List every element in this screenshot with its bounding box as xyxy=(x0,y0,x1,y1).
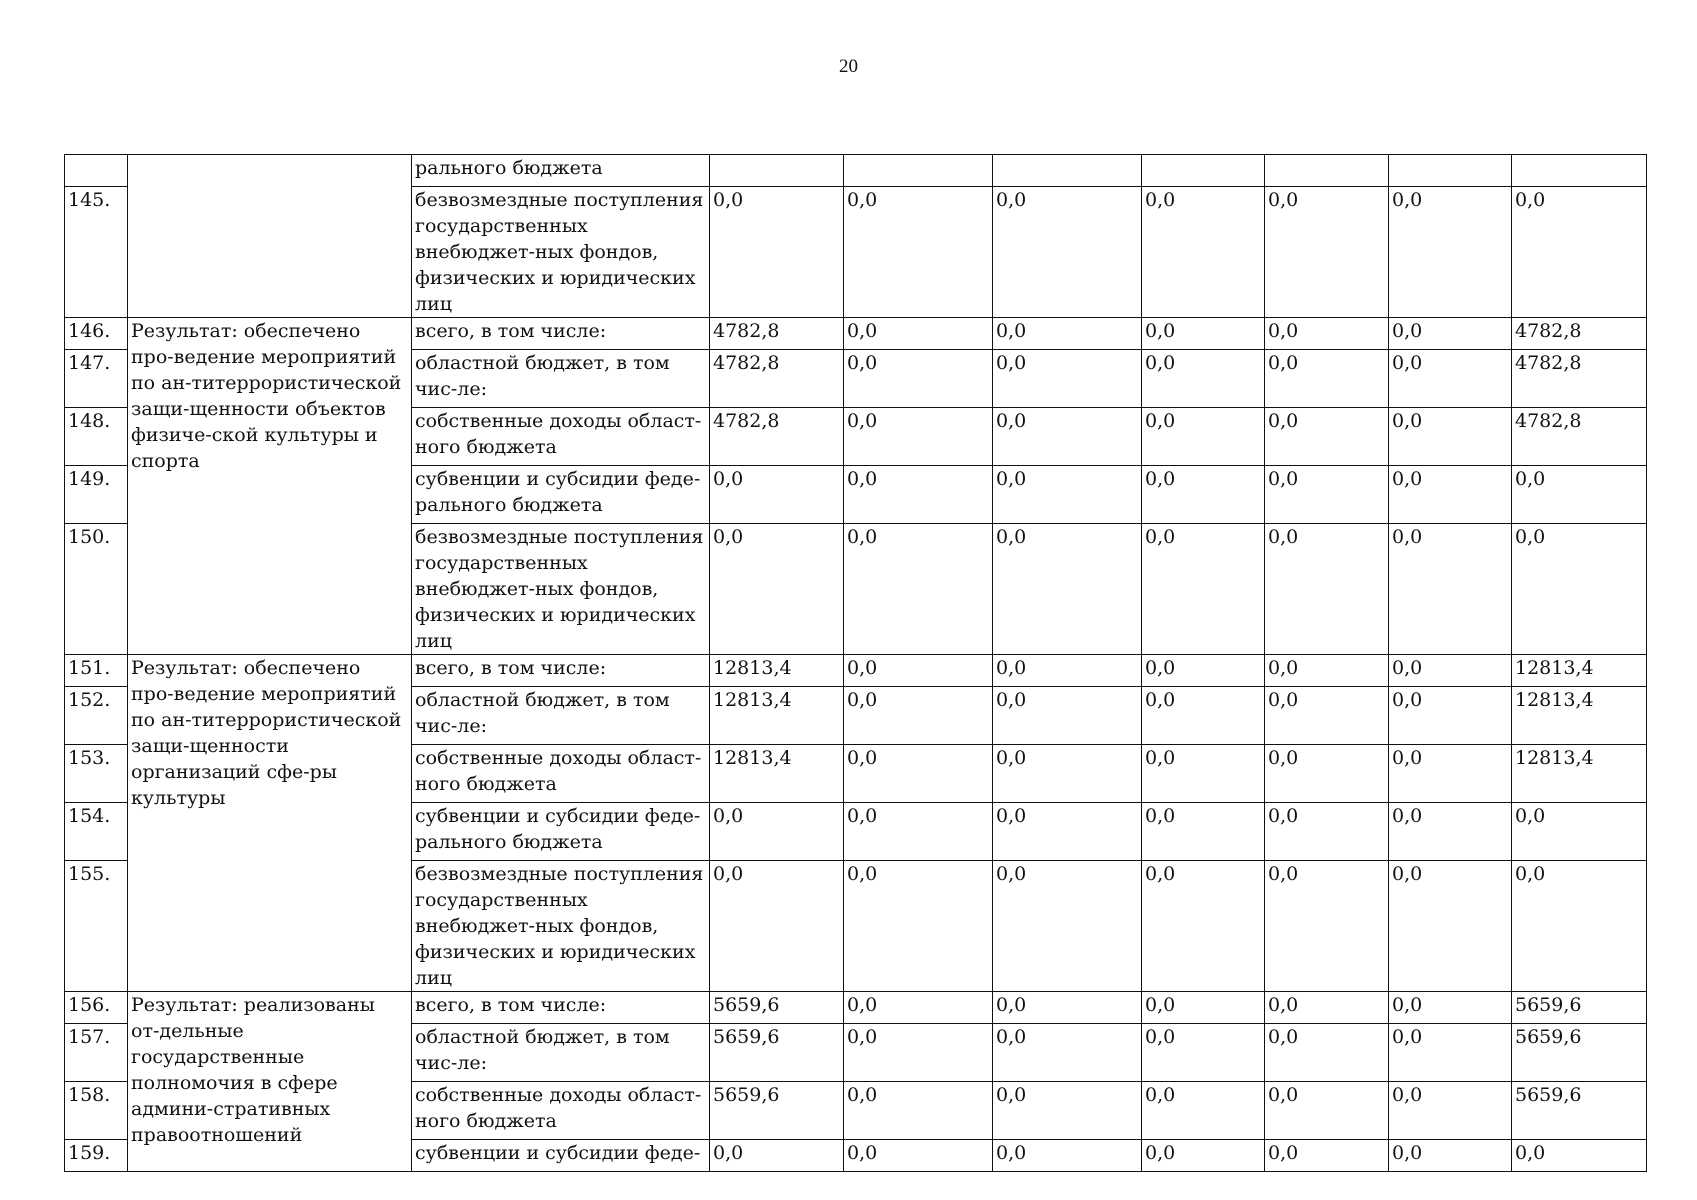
value-cell-7 xyxy=(1512,155,1647,187)
funding-source: безвозмездные поступления государственных внебюджет-ных фондов, физических и юридических лиц xyxy=(412,861,710,992)
value-cell-2: 0,0 xyxy=(844,466,993,524)
value-cell-4: 0,0 xyxy=(1142,992,1265,1024)
value-cell-5: 0,0 xyxy=(1265,187,1389,318)
result-description: Результат: обеспечено про-ведение мероприятий по ан-титеррористической защи-щенности организаций сфе-ры культуры xyxy=(128,655,412,992)
value-cell-4: 0,0 xyxy=(1142,1024,1265,1082)
value-cell-4: 0,0 xyxy=(1142,745,1265,803)
value-cell-2: 0,0 xyxy=(844,350,993,408)
value-cell-4: 0,0 xyxy=(1142,803,1265,861)
value-cell-5: 0,0 xyxy=(1265,655,1389,687)
value-cell-2: 0,0 xyxy=(844,655,993,687)
row-number: 157. xyxy=(65,1024,128,1082)
value-cell-4: 0,0 xyxy=(1142,524,1265,655)
funding-source: всего, в том числе: xyxy=(412,318,710,350)
funding-source: собственные доходы област-ного бюджета xyxy=(412,745,710,803)
value-cell-4 xyxy=(1142,155,1265,187)
row-number: 153. xyxy=(65,745,128,803)
value-cell-3: 0,0 xyxy=(993,408,1142,466)
row-number: 158. xyxy=(65,1082,128,1140)
value-cell-7: 5659,6 xyxy=(1512,1082,1647,1140)
value-cell-1: 5659,6 xyxy=(710,992,844,1024)
value-cell-2 xyxy=(844,155,993,187)
value-cell-2: 0,0 xyxy=(844,524,993,655)
value-cell-5: 0,0 xyxy=(1265,524,1389,655)
value-cell-6: 0,0 xyxy=(1389,1024,1512,1082)
value-cell-7: 0,0 xyxy=(1512,466,1647,524)
value-cell-6: 0,0 xyxy=(1389,466,1512,524)
value-cell-1: 4782,8 xyxy=(710,408,844,466)
value-cell-6 xyxy=(1389,155,1512,187)
value-cell-1: 5659,6 xyxy=(710,1082,844,1140)
value-cell-5: 0,0 xyxy=(1265,1082,1389,1140)
value-cell-3: 0,0 xyxy=(993,992,1142,1024)
value-cell-2: 0,0 xyxy=(844,861,993,992)
funding-source: безвозмездные поступления государственных внебюджет-ных фондов, физических и юридических лиц xyxy=(412,524,710,655)
value-cell-3: 0,0 xyxy=(993,318,1142,350)
value-cell-2: 0,0 xyxy=(844,408,993,466)
value-cell-3: 0,0 xyxy=(993,687,1142,745)
value-cell-2: 0,0 xyxy=(844,1082,993,1140)
value-cell-6: 0,0 xyxy=(1389,408,1512,466)
value-cell-5: 0,0 xyxy=(1265,803,1389,861)
value-cell-4: 0,0 xyxy=(1142,687,1265,745)
value-cell-5: 0,0 xyxy=(1265,1024,1389,1082)
funding-source: областной бюджет, в том чис-ле: xyxy=(412,687,710,745)
value-cell-1: 12813,4 xyxy=(710,655,844,687)
funding-source: субвенции и субсидии феде-рального бюджета xyxy=(412,803,710,861)
value-cell-6: 0,0 xyxy=(1389,1082,1512,1140)
value-cell-3: 0,0 xyxy=(993,466,1142,524)
row-number: 151. xyxy=(65,655,128,687)
value-cell-5: 0,0 xyxy=(1265,318,1389,350)
value-cell-2: 0,0 xyxy=(844,1140,993,1172)
value-cell-7: 12813,4 xyxy=(1512,655,1647,687)
value-cell-2: 0,0 xyxy=(844,187,993,318)
value-cell-1: 12813,4 xyxy=(710,687,844,745)
row-number: 147. xyxy=(65,350,128,408)
value-cell-4: 0,0 xyxy=(1142,318,1265,350)
table-row xyxy=(65,992,1647,1024)
funding-source: субвенции и субсидии феде- xyxy=(412,1140,710,1172)
value-cell-3: 0,0 xyxy=(993,1024,1142,1082)
funding-source: собственные доходы област-ного бюджета xyxy=(412,408,710,466)
value-cell-2: 0,0 xyxy=(844,803,993,861)
value-cell-6: 0,0 xyxy=(1389,745,1512,803)
value-cell-7: 0,0 xyxy=(1512,524,1647,655)
value-cell-7: 0,0 xyxy=(1512,803,1647,861)
row-number: 156. xyxy=(65,992,128,1024)
value-cell-7: 12813,4 xyxy=(1512,687,1647,745)
value-cell-2: 0,0 xyxy=(844,1024,993,1082)
value-cell-4: 0,0 xyxy=(1142,187,1265,318)
row-number: 155. xyxy=(65,861,128,992)
value-cell-4: 0,0 xyxy=(1142,466,1265,524)
funding-source: безвозмездные поступления государственных внебюджет-ных фондов, физических и юридических лиц xyxy=(412,187,710,318)
value-cell-5: 0,0 xyxy=(1265,992,1389,1024)
table-row xyxy=(65,318,1647,350)
value-cell-3: 0,0 xyxy=(993,745,1142,803)
value-cell-4: 0,0 xyxy=(1142,408,1265,466)
value-cell-1: 12813,4 xyxy=(710,745,844,803)
value-cell-4: 0,0 xyxy=(1142,655,1265,687)
value-cell-4: 0,0 xyxy=(1142,1082,1265,1140)
value-cell-5: 0,0 xyxy=(1265,466,1389,524)
value-cell-6: 0,0 xyxy=(1389,687,1512,745)
row-number: 145. xyxy=(65,187,128,318)
value-cell-7: 0,0 xyxy=(1512,187,1647,318)
value-cell-6: 0,0 xyxy=(1389,187,1512,318)
funding-source: всего, в том числе: xyxy=(412,992,710,1024)
value-cell-1: 5659,6 xyxy=(710,1024,844,1082)
funding-source: областной бюджет, в том чис-ле: xyxy=(412,350,710,408)
row-number xyxy=(65,155,128,187)
table-row xyxy=(65,155,1647,187)
value-cell-3: 0,0 xyxy=(993,1140,1142,1172)
value-cell-7: 4782,8 xyxy=(1512,350,1647,408)
value-cell-3: 0,0 xyxy=(993,524,1142,655)
value-cell-3 xyxy=(993,155,1142,187)
funding-source: субвенции и субсидии феде-рального бюджета xyxy=(412,466,710,524)
funding-source: рального бюджета xyxy=(412,155,710,187)
value-cell-7: 4782,8 xyxy=(1512,318,1647,350)
value-cell-5: 0,0 xyxy=(1265,408,1389,466)
value-cell-1: 4782,8 xyxy=(710,350,844,408)
value-cell-5: 0,0 xyxy=(1265,745,1389,803)
value-cell-3: 0,0 xyxy=(993,803,1142,861)
funding-source: областной бюджет, в том чис-ле: xyxy=(412,1024,710,1082)
row-number: 148. xyxy=(65,408,128,466)
value-cell-3: 0,0 xyxy=(993,187,1142,318)
value-cell-2: 0,0 xyxy=(844,745,993,803)
value-cell-4: 0,0 xyxy=(1142,861,1265,992)
row-number: 146. xyxy=(65,318,128,350)
result-description: Результат: обеспечено про-ведение мероприятий по ан-титеррористической защи-щенности объектов физиче-ской культуры и спорта xyxy=(128,318,412,655)
value-cell-1 xyxy=(710,155,844,187)
value-cell-2: 0,0 xyxy=(844,687,993,745)
value-cell-5: 0,0 xyxy=(1265,350,1389,408)
row-number: 150. xyxy=(65,524,128,655)
value-cell-3: 0,0 xyxy=(993,1082,1142,1140)
value-cell-1: 0,0 xyxy=(710,466,844,524)
row-number: 152. xyxy=(65,687,128,745)
value-cell-6: 0,0 xyxy=(1389,861,1512,992)
value-cell-2: 0,0 xyxy=(844,318,993,350)
table-row xyxy=(65,655,1647,687)
result-description: Результат: реализованы от-дельные государственные полномочия в сфере админи-стративных правоотношений xyxy=(128,992,412,1172)
funding-source: всего, в том числе: xyxy=(412,655,710,687)
value-cell-2: 0,0 xyxy=(844,992,993,1024)
value-cell-6: 0,0 xyxy=(1389,992,1512,1024)
value-cell-5: 0,0 xyxy=(1265,1140,1389,1172)
value-cell-5 xyxy=(1265,155,1389,187)
value-cell-3: 0,0 xyxy=(993,655,1142,687)
budget-table xyxy=(64,154,1647,1172)
row-number: 159. xyxy=(65,1140,128,1172)
page-number: 20 xyxy=(839,56,858,77)
value-cell-4: 0,0 xyxy=(1142,350,1265,408)
value-cell-1: 0,0 xyxy=(710,861,844,992)
value-cell-1: 0,0 xyxy=(710,187,844,318)
row-number: 149. xyxy=(65,466,128,524)
funding-source: собственные доходы област-ного бюджета xyxy=(412,1082,710,1140)
value-cell-7: 12813,4 xyxy=(1512,745,1647,803)
value-cell-7: 5659,6 xyxy=(1512,992,1647,1024)
value-cell-6: 0,0 xyxy=(1389,1140,1512,1172)
value-cell-5: 0,0 xyxy=(1265,861,1389,992)
value-cell-1: 0,0 xyxy=(710,524,844,655)
value-cell-3: 0,0 xyxy=(993,861,1142,992)
value-cell-7: 0,0 xyxy=(1512,861,1647,992)
value-cell-7: 0,0 xyxy=(1512,1140,1647,1172)
value-cell-7: 4782,8 xyxy=(1512,408,1647,466)
value-cell-4: 0,0 xyxy=(1142,1140,1265,1172)
value-cell-1: 0,0 xyxy=(710,1140,844,1172)
result-cell-empty xyxy=(128,155,412,318)
value-cell-5: 0,0 xyxy=(1265,687,1389,745)
value-cell-6: 0,0 xyxy=(1389,655,1512,687)
value-cell-7: 5659,6 xyxy=(1512,1024,1647,1082)
value-cell-6: 0,0 xyxy=(1389,318,1512,350)
value-cell-1: 0,0 xyxy=(710,803,844,861)
value-cell-6: 0,0 xyxy=(1389,350,1512,408)
value-cell-6: 0,0 xyxy=(1389,803,1512,861)
value-cell-3: 0,0 xyxy=(993,350,1142,408)
value-cell-6: 0,0 xyxy=(1389,524,1512,655)
row-number: 154. xyxy=(65,803,128,861)
value-cell-1: 4782,8 xyxy=(710,318,844,350)
